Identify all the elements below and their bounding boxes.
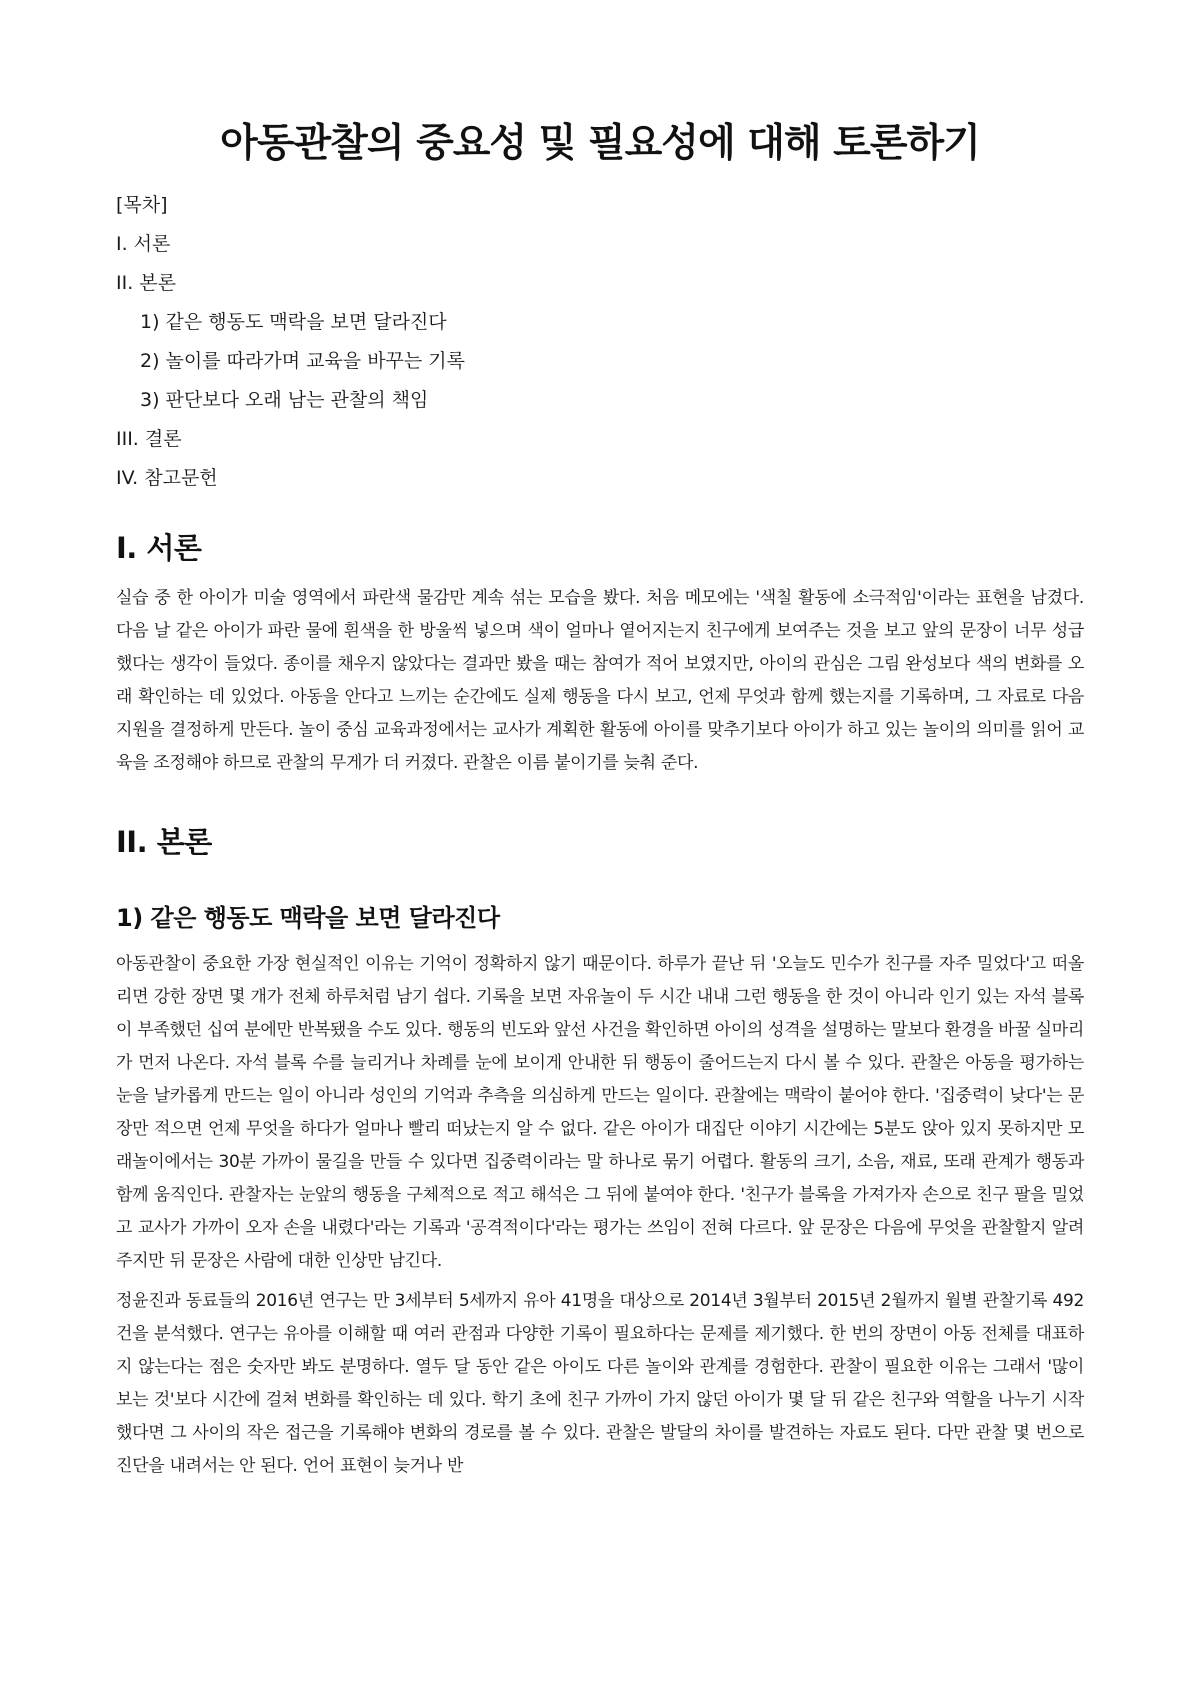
toc-label: [목차] [116, 194, 168, 216]
subsection-1-paragraph: 정윤진과 동료들의 2016년 연구는 만 3세부터 5세까지 유아 41명을 대상으로 2014년 3월부터 2015년 2월까지 월별 관찰기록 492건을 분석했다. 연구는 유아를 이해할 때 여러 관점과 다양한 기록이 필요하다는 문제를 제기했다. 한 번의 장면이 아동 전체를 대표하지 않는다는 점은 숫자만 봐도 분명하다. 열두 달 동안 같은 아이도 다른 놀이와 관계를 경험한다. 관찰이 필요한 이유는 그래서 '많이 보는 것'보다 시간에 걸쳐 변화를 확인하는 데 있다. 학기 초에 친구 가까이 가지 않던 아이가 몇 달 뒤 같은 친구와 역할을 나누기 시작했다면 그 사이의 작은 접근을 기록해야 변화의 경로를 볼 수 있다. 관찰은 발달의 차이를 발견하는 자료도 된다. 다만 관찰 몇 번으로 진단을 내려서는 안 된다. 언어 표현이 늦거나 반 [116, 1291, 1084, 1476]
toc-item-body-sub1: 1) 같은 행동도 맥락을 보면 달라진다 [140, 311, 447, 333]
subsection-heading-1: 1) 같은 행동도 맥락을 보면 달라진다 [116, 904, 500, 932]
toc-item-conclusion: III. 결론 [116, 428, 182, 450]
intro-paragraph: 실습 중 한 아이가 미술 영역에서 파란색 물감만 계속 섞는 모습을 봤다. 처음 메모에는 '색칠 활동에 소극적임'이라는 표현을 남겼다. 다음 날 같은 아이가 파란 물에 흰색을 한 방울씩 넣으며 색이 얼마나 옅어지는지 친구에게 보여주는 것을 보고 앞의 문장이 너무 성급했다는 생각이 들었다. 종이를 채우지 않았다는 결과만 봤을 때는 참여가 적어 보였지만, 아이의 관심은 그림 완성보다 색의 변화를 오래 확인하는 데 있었다. 아동을 안다고 느끼는 순간에도 실제 행동을 다시 보고, 언제 무엇과 함께 했는지를 기록하며, 그 자료로 다음 지원을 결정하게 만든다. 놀이 중심 교육과정에서는 교사가 계획한 활동에 아이를 맞추기보다 아이가 하고 있는 놀이의 의미를 읽어 교육을 조정해야 하므로 관찰의 무게가 더 커졌다. 관찰은 이름 붙이기를 늦춰 준다. [116, 588, 1084, 773]
toc-item-body-sub3: 3) 판단보다 오래 남는 관찰의 책임 [140, 389, 429, 411]
toc-item-body-sub2: 2) 놀이를 따라가며 교육을 바꾸는 기록 [140, 350, 466, 372]
section-heading-intro: I. 서론 [116, 531, 202, 565]
toc-item-references: IV. 참고문헌 [116, 467, 218, 489]
toc-item-intro: I. 서론 [116, 233, 171, 255]
table-of-contents [116, 186, 1084, 498]
toc-item-body: II. 본론 [116, 272, 176, 294]
section-heading-body: II. 본론 [116, 825, 212, 859]
document-title: 아동관찰의 중요성 및 필요성에 대해 토론하기 [220, 121, 980, 166]
subsection-1-paragraph: 아동관찰이 중요한 가장 현실적인 이유는 기억이 정확하지 않기 때문이다. 하루가 끝난 뒤 '오늘도 민수가 친구를 자주 밀었다'고 떠올리면 강한 장면 몇 개가 전체 하루처럼 남기 쉽다. 기록을 보면 자유놀이 두 시간 내내 그런 행동을 한 것이 아니라 인기 있는 자석 블록이 부족했던 십여 분에만 반복됐을 수도 있다. 행동의 빈도와 앞선 사건을 확인하면 아이의 성격을 설명하는 말보다 환경을 바꿀 실마리가 먼저 나온다. 자석 블록 수를 늘리거나 차례를 눈에 보이게 안내한 뒤 행동이 줄어드는지 다시 볼 수 있다. 관찰은 아동을 평가하는 눈을 날카롭게 만드는 일이 아니라 성인의 기억과 추측을 의심하게 만드는 일이다. 관찰에는 맥락이 붙어야 한다. '집중력이 낮다'는 문장만 적으면 언제 무엇을 하다가 얼마나 빨리 떠났는지 알 수 없다. 같은 아이가 대집단 이야기 시간에는 5분도 앉아 있지 못하지만 모래놀이에서는 30분 가까이 물길을 만들 수 있다면 집중력이라는 말 하나로 묶기 어렵다. 활동의 크기, 소음, 재료, 또래 관계가 행동과 함께 움직인다. 관찰자는 눈앞의 행동을 구체적으로 적고 해석은 그 뒤에 붙여야 한다. '친구가 블록을 가져가자 손으로 친구 팔을 밀었고 교사가 가까이 오자 손을 내렸다'라는 기록과 '공격적이다'라는 평가는 쓰임이 전혀 다르다. 앞 문장은 다음에 무엇을 관찰할지 알려주지만 뒤 문장은 사람에 대한 인상만 남긴다. [116, 954, 1084, 1271]
